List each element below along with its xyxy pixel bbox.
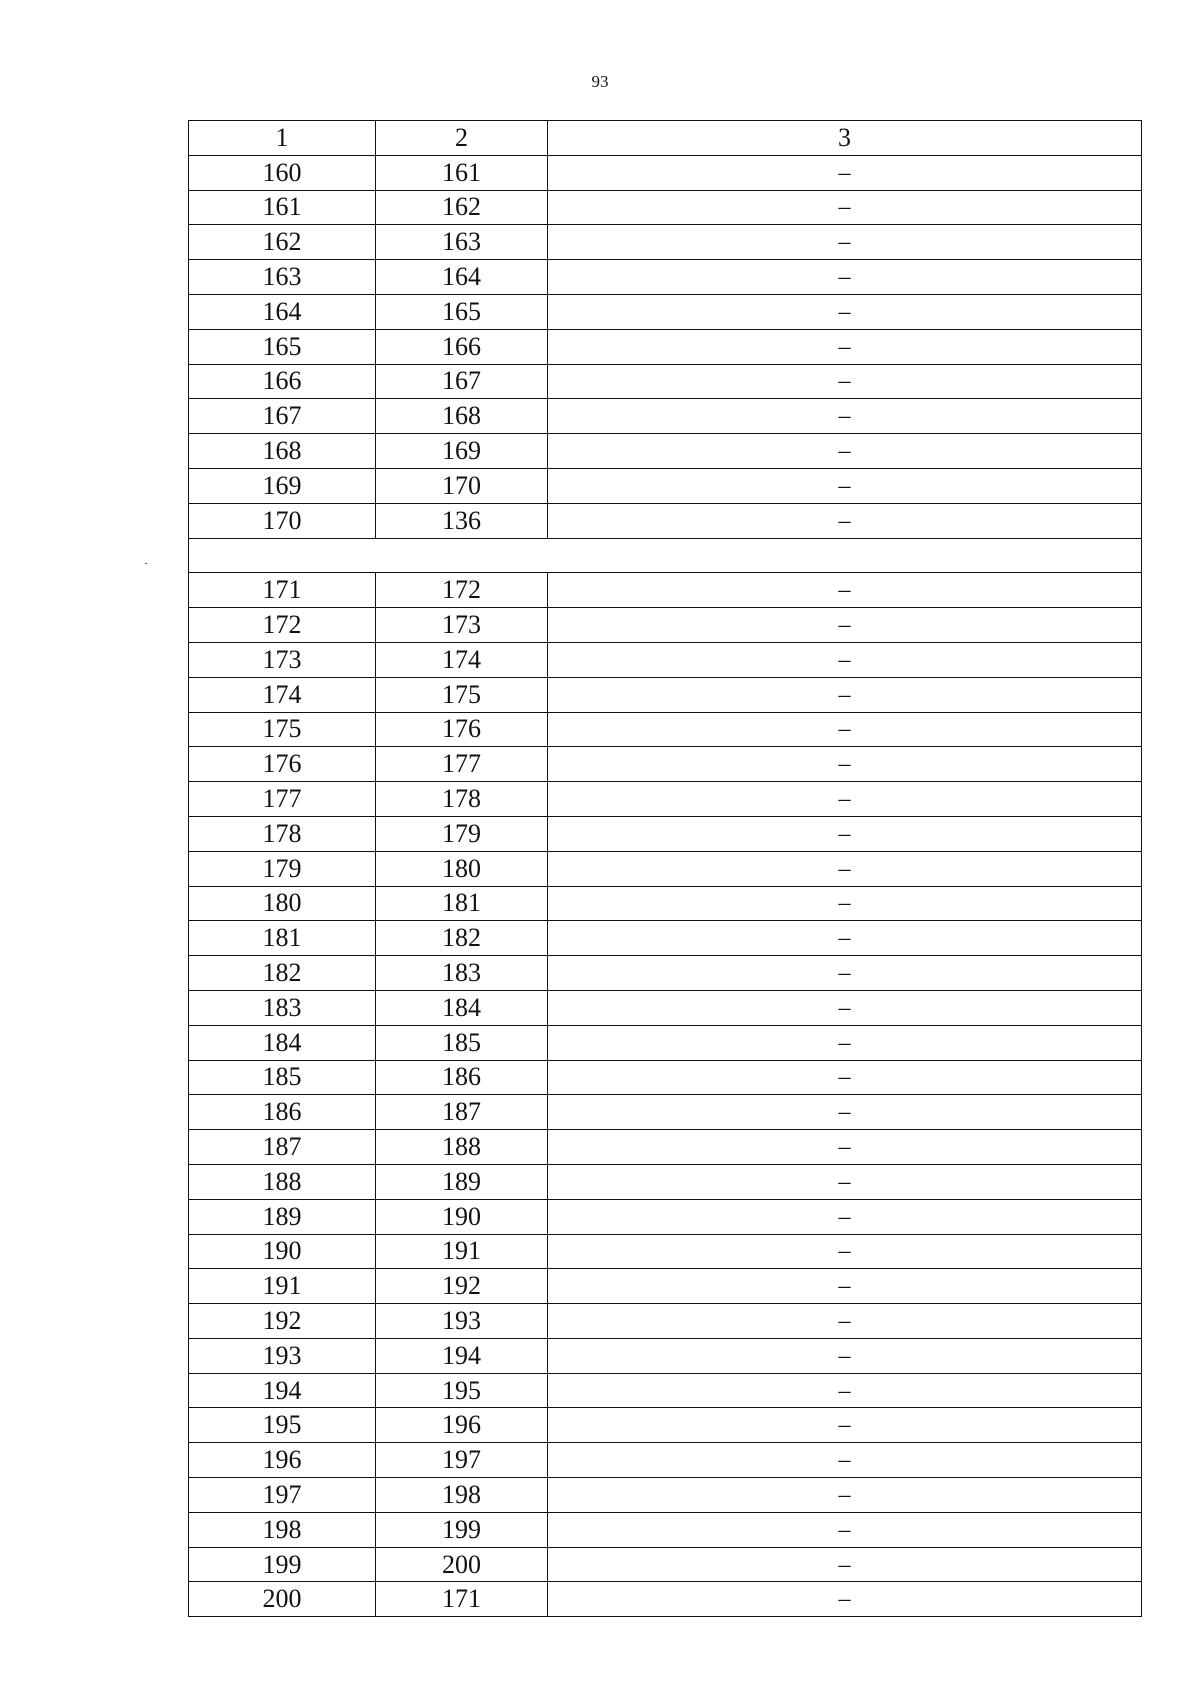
table-cell-col2: 193	[376, 1304, 548, 1339]
table-cell-col1: 179	[189, 851, 376, 886]
table-cell-col3: –	[548, 1373, 1142, 1408]
table-cell-col3: –	[548, 642, 1142, 677]
table-row	[189, 503, 1142, 538]
table-cell-col3: –	[548, 190, 1142, 225]
table-cell-col2: 184	[376, 990, 548, 1025]
table-cell-col3: –	[548, 677, 1142, 712]
table-cell-col2: 185	[376, 1025, 548, 1060]
table-cell-col3: –	[548, 399, 1142, 434]
table-cell-col1: 171	[189, 573, 376, 608]
table-cell-col1: 193	[189, 1338, 376, 1373]
table-cell-col3: –	[548, 1478, 1142, 1513]
table-cell-col2: 186	[376, 1060, 548, 1095]
table-cell-col3: –	[548, 1060, 1142, 1095]
table-cell-col3: –	[548, 329, 1142, 364]
table-cell-col3: –	[548, 921, 1142, 956]
table-row	[189, 712, 1142, 747]
table-cell-col1: 177	[189, 782, 376, 817]
table-cell-col2: 198	[376, 1478, 548, 1513]
header-cell-2: 2	[376, 121, 548, 156]
table-cell-col3: –	[548, 1130, 1142, 1165]
table-cell-col2: 187	[376, 1095, 548, 1130]
table-cell-col2: 178	[376, 782, 548, 817]
table-cell-col2: 177	[376, 747, 548, 782]
table-row	[189, 642, 1142, 677]
table-row	[189, 1095, 1142, 1130]
header-cell-1: 1	[189, 121, 376, 156]
table-cell-col1: 194	[189, 1373, 376, 1408]
table-cell-col2: 162	[376, 190, 548, 225]
table-cell-col1: 174	[189, 677, 376, 712]
table-cell-col2: 181	[376, 886, 548, 921]
table-row	[189, 1234, 1142, 1269]
table-cell-col2: 176	[376, 712, 548, 747]
table-cell-col3: –	[548, 573, 1142, 608]
table-row	[189, 608, 1142, 643]
table-cell-col1: 176	[189, 747, 376, 782]
table-cell-col3: –	[548, 503, 1142, 538]
table-cell-col1: 189	[189, 1199, 376, 1234]
table-row	[189, 1060, 1142, 1095]
table-cell-col1: 163	[189, 260, 376, 295]
table-cell-col1: 182	[189, 956, 376, 991]
table-cell-col2: 172	[376, 573, 548, 608]
table-cell-col1: 166	[189, 364, 376, 399]
table-row	[189, 1443, 1142, 1478]
table-cell-col2: 167	[376, 364, 548, 399]
table-cell-col1: 184	[189, 1025, 376, 1060]
data-table	[188, 120, 1142, 1617]
table-cell-col2: 191	[376, 1234, 548, 1269]
table-row	[189, 1164, 1142, 1199]
table-cell-col2: 164	[376, 260, 548, 295]
table-cell-col2: 169	[376, 434, 548, 469]
table-cell-col2: 171	[376, 1582, 548, 1617]
table-row	[189, 921, 1142, 956]
table-cell-col1: 196	[189, 1443, 376, 1478]
table-cell-col2: 165	[376, 294, 548, 329]
table-cell-col1: 178	[189, 816, 376, 851]
table-row	[189, 155, 1142, 190]
table-cell-col3: –	[548, 747, 1142, 782]
table-cell-col1: 197	[189, 1478, 376, 1513]
table-cell-col3: –	[548, 1512, 1142, 1547]
header-row	[189, 121, 1142, 156]
table-cell-col3: –	[548, 990, 1142, 1025]
table-cell-col3: –	[548, 1269, 1142, 1304]
table-cell-col3: –	[548, 1025, 1142, 1060]
table-cell-col1: 169	[189, 468, 376, 503]
table-cell-col2: 161	[376, 155, 548, 190]
table-cell-col1: 191	[189, 1269, 376, 1304]
table-cell-col1: 187	[189, 1130, 376, 1165]
table-row	[189, 851, 1142, 886]
table-cell-col3: –	[548, 886, 1142, 921]
group-separator-cell	[189, 538, 1142, 573]
table-cell-col3: –	[548, 1408, 1142, 1443]
table-cell-col2: 196	[376, 1408, 548, 1443]
page-number: 93	[591, 72, 609, 91]
table-cell-col2: 174	[376, 642, 548, 677]
table-row	[189, 294, 1142, 329]
table-cell-col3: –	[548, 155, 1142, 190]
table-cell-col3: –	[548, 434, 1142, 469]
table-row	[189, 190, 1142, 225]
header-cell-3: 3	[548, 121, 1142, 156]
table-cell-col1: 185	[189, 1060, 376, 1095]
table-cell-col3: –	[548, 260, 1142, 295]
table-row	[189, 990, 1142, 1025]
table-row	[189, 1373, 1142, 1408]
table-row	[189, 434, 1142, 469]
table-row	[189, 1512, 1142, 1547]
table-cell-col1: 198	[189, 1512, 376, 1547]
table-cell-col3: –	[548, 956, 1142, 991]
table-cell-col2: 179	[376, 816, 548, 851]
table-cell-col2: 182	[376, 921, 548, 956]
table-row	[189, 1338, 1142, 1373]
table-row	[189, 1269, 1142, 1304]
table-cell-col1: 164	[189, 294, 376, 329]
table-cell-col1: 188	[189, 1164, 376, 1199]
table-cell-col3: –	[548, 294, 1142, 329]
table-body	[189, 121, 1142, 1617]
table-cell-col3: –	[548, 1304, 1142, 1339]
table-cell-col2: 192	[376, 1269, 548, 1304]
table-cell-col1: 165	[189, 329, 376, 364]
group-separator-row	[189, 538, 1142, 573]
table-cell-col2: 183	[376, 956, 548, 991]
table-row	[189, 1547, 1142, 1582]
table-cell-col1: 199	[189, 1547, 376, 1582]
table-cell-col1: 161	[189, 190, 376, 225]
table-cell-col2: 166	[376, 329, 548, 364]
table-cell-col2: 170	[376, 468, 548, 503]
table-row	[189, 1304, 1142, 1339]
table-cell-col3: –	[548, 1095, 1142, 1130]
table-row	[189, 1025, 1142, 1060]
table-row	[189, 364, 1142, 399]
table-cell-col1: 200	[189, 1582, 376, 1617]
table-cell-col2: 136	[376, 503, 548, 538]
table-cell-col3: –	[548, 608, 1142, 643]
table-cell-col2: 163	[376, 225, 548, 260]
table-cell-col1: 167	[189, 399, 376, 434]
table-row	[189, 468, 1142, 503]
table-cell-col3: –	[548, 1199, 1142, 1234]
table-cell-col1: 183	[189, 990, 376, 1025]
table-cell-col3: –	[548, 1164, 1142, 1199]
table-cell-col1: 192	[189, 1304, 376, 1339]
table-row	[189, 747, 1142, 782]
table-cell-col2: 173	[376, 608, 548, 643]
table-row	[189, 1130, 1142, 1165]
table-cell-col1: 170	[189, 503, 376, 538]
table-cell-col2: 168	[376, 399, 548, 434]
table-row	[189, 573, 1142, 608]
table-cell-col2: 180	[376, 851, 548, 886]
table-cell-col3: –	[548, 468, 1142, 503]
table-cell-col1: 173	[189, 642, 376, 677]
table-row	[189, 225, 1142, 260]
table-cell-col1: 162	[189, 225, 376, 260]
table-cell-col3: –	[548, 1547, 1142, 1582]
table-cell-col1: 195	[189, 1408, 376, 1443]
table-cell-col3: –	[548, 782, 1142, 817]
table-row	[189, 956, 1142, 991]
table-row	[189, 399, 1142, 434]
table-cell-col1: 190	[189, 1234, 376, 1269]
table-row	[189, 1408, 1142, 1443]
table-cell-col2: 200	[376, 1547, 548, 1582]
table-row	[189, 260, 1142, 295]
table-cell-col1: 172	[189, 608, 376, 643]
table-cell-col2: 190	[376, 1199, 548, 1234]
table-row	[189, 329, 1142, 364]
table-row	[189, 1478, 1142, 1513]
table-cell-col3: –	[548, 816, 1142, 851]
table-cell-col1: 168	[189, 434, 376, 469]
table-cell-col1: 160	[189, 155, 376, 190]
table-cell-col2: 189	[376, 1164, 548, 1199]
table-cell-col2: 188	[376, 1130, 548, 1165]
table-cell-col3: –	[548, 364, 1142, 399]
table-cell-col2: 194	[376, 1338, 548, 1373]
table-cell-col3: –	[548, 1234, 1142, 1269]
table-cell-col1: 175	[189, 712, 376, 747]
table-cell-col2: 195	[376, 1373, 548, 1408]
table-cell-col3: –	[548, 225, 1142, 260]
table-cell-col3: –	[548, 851, 1142, 886]
table-row	[189, 782, 1142, 817]
table-row	[189, 677, 1142, 712]
table-cell-col1: 180	[189, 886, 376, 921]
table-cell-col3: –	[548, 1338, 1142, 1373]
table-cell-col2: 199	[376, 1512, 548, 1547]
table-row	[189, 886, 1142, 921]
table-cell-col2: 197	[376, 1443, 548, 1478]
table-cell-col3: –	[548, 1443, 1142, 1478]
table-cell-col1: 186	[189, 1095, 376, 1130]
table-row	[189, 1582, 1142, 1617]
table-cell-col2: 175	[376, 677, 548, 712]
table-row	[189, 816, 1142, 851]
table-cell-col3: –	[548, 712, 1142, 747]
table-cell-col3: –	[548, 1582, 1142, 1617]
table-row	[189, 1199, 1142, 1234]
table-cell-col1: 181	[189, 921, 376, 956]
scan-speck	[145, 563, 147, 564]
